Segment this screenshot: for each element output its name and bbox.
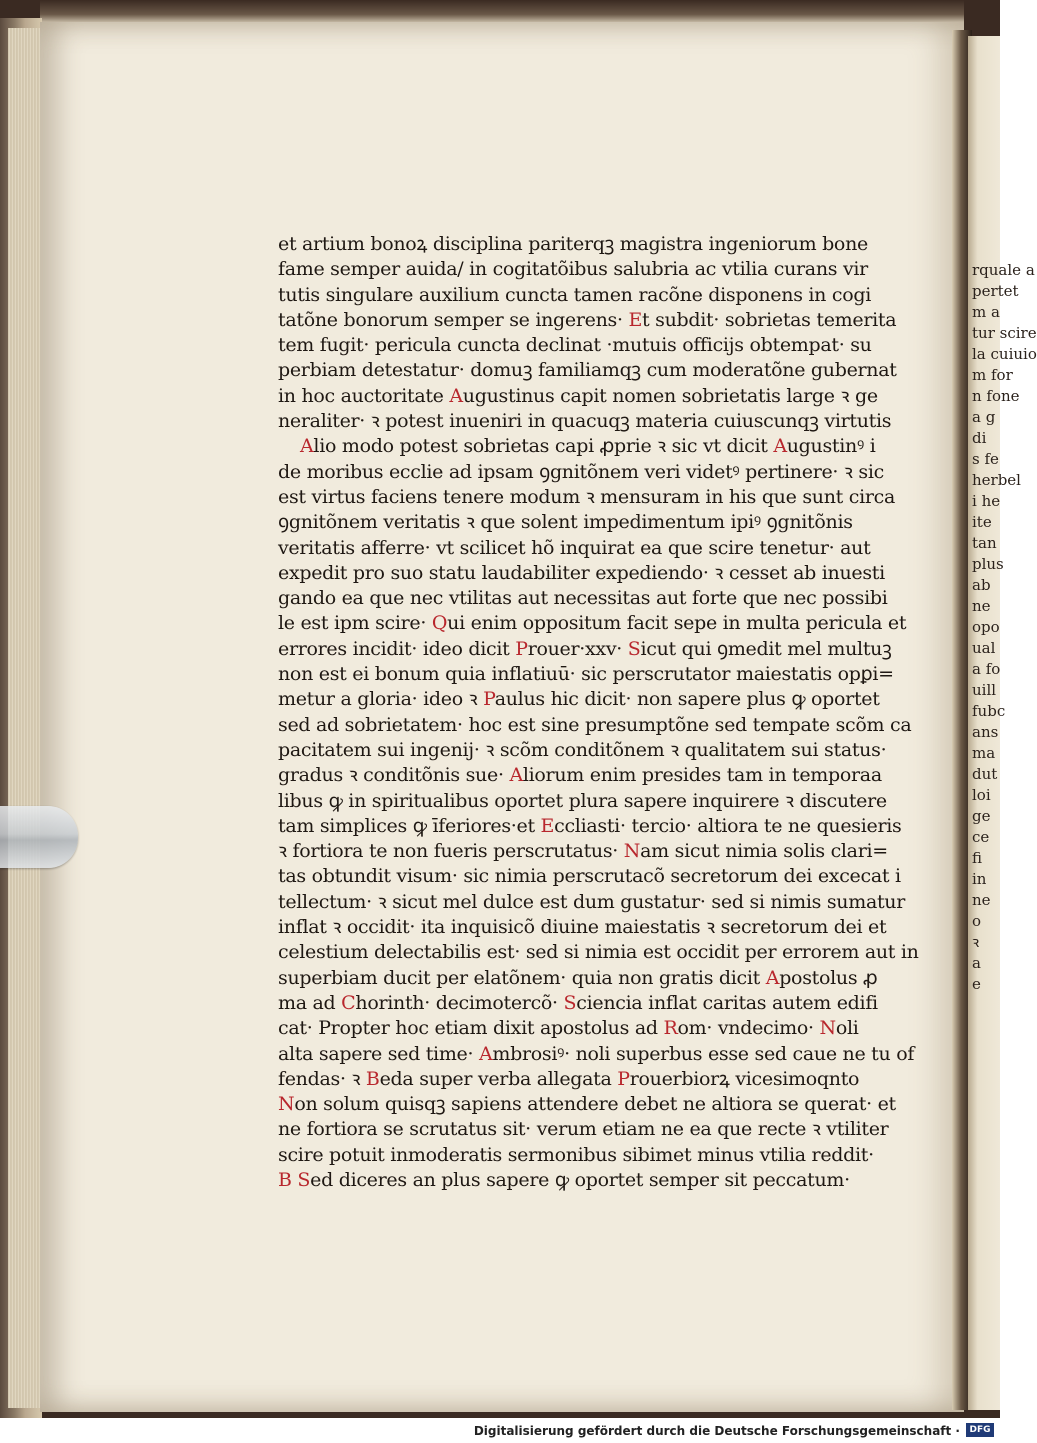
margin-fragment: m for — [972, 366, 1013, 384]
text-line: tem fugit· pericula cuncta declinat ·mutuis officijs obtempat· su — [278, 334, 872, 357]
rubricated-initial: S — [563, 991, 577, 1014]
text-line: gando ea que nec vtilitas aut necessitas aut forte que nec possibi — [278, 587, 888, 610]
margin-fragment: i he — [972, 492, 1001, 510]
text-line: inflat ꝛ occidit· ita inquisicõ diuine maiestatis ꝛ secretorum dei et — [278, 916, 887, 939]
rubricated-initial: N — [819, 1017, 836, 1040]
text-line: veritatis afferre· vt scilicet hõ inquirat ea que scire tenetur· aut — [278, 536, 871, 559]
margin-fragment: s fe — [972, 450, 999, 468]
text-line: celestium delectabilis est· sed si nimia est occidit per errorem aut in — [278, 941, 919, 964]
margin-fragment: plus — [972, 555, 1004, 573]
text-line: perbiam detestatur· domuꝫ familiamqꝫ cum moderatõne gubernat — [278, 359, 897, 382]
rubricated-initial: E — [628, 308, 643, 331]
page-clip-holder — [0, 806, 78, 868]
margin-fragment: fi — [972, 849, 983, 867]
text-line: ꝛ fortiora te non fueris perscrutatus· Nam sicut nimia solis clari= — [278, 840, 888, 863]
rubricated-initial: Q — [431, 612, 448, 635]
margin-fragment: e — [972, 975, 981, 993]
margin-fragment: tur scire — [972, 324, 1037, 342]
text-line: neraliter· ꝛ potest inueniri in quacuqꝫ materia cuiuscunqꝫ virtutis — [278, 410, 892, 433]
text-line: de moribus ecclie ad ipsam ꝯgnitõnem veri videtꝰ pertinere· ꝛ sic — [278, 460, 884, 483]
margin-fragment: pertet — [972, 282, 1019, 300]
text-line: tam simplices ꝙ īferiores·et Eccliasti· tercio· altiora te ne quesieris — [278, 814, 902, 837]
margin-fragment: ne — [972, 597, 991, 615]
margin-fragment: opo — [972, 618, 1000, 636]
text-line: tutis singulare auxilium cuncta tamen racõne disponens in cogi — [278, 283, 871, 306]
rubricated-initial: A — [449, 384, 463, 407]
text-line: ꝯgnitõnem veritatis ꝛ que solent impedimentum ipiꝰ ꝯgnitõnis — [278, 511, 853, 534]
rubricated-initial: R — [663, 1017, 678, 1040]
margin-fragment: ans — [972, 723, 999, 741]
rubricated-initial: E — [540, 814, 555, 837]
text-line: cat· Propter hoc etiam dixit apostolus ad Rom· vndecimo· Noli — [278, 1017, 859, 1040]
margin-fragment: herbel — [972, 471, 1021, 489]
margin-fragment: la cuiuio — [972, 345, 1037, 363]
rubricated-initial: A — [765, 966, 780, 989]
margin-fragment: uill — [972, 681, 997, 699]
margin-fragment: ab — [972, 576, 991, 594]
margin-fragment: ꝛ — [972, 933, 980, 951]
margin-fragment: dut — [972, 765, 998, 783]
margin-fragment: ma — [972, 744, 996, 762]
right-page-margin-text — [972, 260, 1037, 1160]
text-line: tas obtundit visum· sic nimia perscrutacõ secretorum dei excecat i — [278, 865, 901, 888]
margin-fragment: m a — [972, 303, 1000, 321]
margin-fragment: ge — [972, 807, 991, 825]
rubricated-initial: P — [515, 637, 528, 660]
incunabula-text-block — [278, 232, 918, 1193]
dfg-logo: DFG — [966, 1423, 994, 1437]
rubricated-initial: B — [365, 1067, 380, 1090]
text-line: et artium bonoꝝ disciplina pariterqꝫ magistra ingeniorum bone — [278, 233, 868, 255]
text-line: Non solum quisqꝫ sapiens attendere debet ne altiora se querat· et — [278, 1093, 896, 1116]
margin-fragment: n fone — [972, 387, 1020, 405]
margin-fragment: a fo — [972, 660, 1001, 678]
margin-fragment: ite — [972, 513, 992, 531]
text-line: gradus ꝛ conditõnis sue· Aliorum enim presides tam in temporaa — [278, 764, 882, 787]
text-line: pacitatem sui ingenij· ꝛ scõm conditõnem ꝛ qualitatem sui status· — [278, 738, 887, 761]
text-line: Alio modo potest sobrietas capi ꝓprie ꝛ sic vt dicit Augustinꝰ i — [300, 435, 876, 458]
rubricated-initial: P — [617, 1067, 630, 1090]
rubricated-initial: S — [297, 1168, 311, 1191]
margin-fragment: in — [972, 870, 987, 888]
text-line: tatõne bonorum semper se ingerens· Et subdit· sobrietas temerita — [278, 308, 897, 331]
text-line: tellectum· ꝛ sicut mel dulce est dum gustatur· sed si nimis sumatur — [278, 890, 906, 913]
margin-fragment: di — [972, 429, 987, 447]
text-line: est virtus faciens tenere modum ꝛ mensuram in his que sunt circa — [278, 485, 896, 508]
text-line: ma ad Chorinth· decimotercõ· Sciencia inflat caritas autem edifi — [278, 991, 878, 1014]
text-line: scire potuit inmoderatis sermonibus sibimet minus vtilia reddit· — [278, 1143, 874, 1166]
text-line: fendas· ꝛ Beda super verba allegata Prouerbiorꝝ vicesimoqnto — [278, 1067, 860, 1090]
text-line: sed ad sobrietatem· hoc est sine presumptõne sed tempate scõm ca — [278, 713, 912, 736]
margin-fragment: ce — [972, 828, 990, 846]
margin-fragment: ne — [972, 891, 991, 909]
text-line: non est ei bonum quia inflatiuū· sic perscrutator maiestatis opꝑi= — [278, 663, 894, 686]
text-line: libus ꝙ in spiritualibus oportet plura sapere inquirere ꝛ discutere — [278, 789, 887, 812]
margin-fragment: fubc — [972, 702, 1006, 720]
text-line: expedit pro suo statu laudabiliter expediendo· ꝛ cesset ab inuesti — [278, 561, 885, 584]
margin-fragment: o — [972, 912, 982, 930]
rubricated-initial: A — [509, 764, 523, 787]
margin-fragment: ual — [972, 639, 996, 657]
rubricated-initial: A — [773, 435, 787, 458]
margin-fragment: tan — [972, 534, 997, 552]
text-line: alta sapere sed time· Ambrosiꝰ· noli superbus esse sed caue ne tu of — [278, 1042, 915, 1065]
rubricated-initial: B — [278, 1168, 292, 1191]
text-line: superbiam ducit per elatõnem· quia non gratis dicit Apostolus ꝓ — [278, 966, 878, 989]
margin-fragment: a g — [972, 408, 996, 426]
margin-fragment: rquale a — [972, 261, 1035, 279]
text-line: fame semper auida/ in cogitatõibus salubria ac vtilia curans vir — [278, 258, 868, 281]
text-line: metur a gloria· ideo ꝛ Paulus hic dicit· non sapere plus ꝙ oportet — [278, 688, 880, 711]
text-line: ne fortiora se scrutatus sit· verum etiam ne ea que recte ꝛ vtiliter — [278, 1118, 889, 1141]
text-line: le est ipm scire· Qui enim oppositum facit sepe in multa pericula et — [278, 612, 907, 635]
funding-credit: Digitalisierung gefördert durch die Deutsche Forschungsgemeinschaft · — [473, 1424, 960, 1438]
rubricated-initial: A — [300, 435, 314, 458]
text-line: B Sed diceres an plus sapere ꝙ oportet semper sit peccatum· — [278, 1168, 850, 1191]
text-line: errores incidit· ideo dicit Prouer·xxv· Sicut qui ꝯmedit mel multuꝫ — [278, 637, 892, 660]
page-top-edge — [40, 0, 964, 24]
rubricated-initial: C — [341, 991, 356, 1014]
margin-fragment: loi — [972, 786, 991, 804]
margin-fragment: a — [972, 954, 981, 972]
text-line: in hoc auctoritate Augustinus capit nomen sobrietatis large ꝛ ge — [278, 384, 878, 407]
rubricated-initial: S — [627, 637, 641, 660]
rubricated-initial: P — [483, 688, 495, 711]
rubricated-initial: A — [478, 1042, 493, 1065]
rubricated-initial: N — [278, 1093, 295, 1116]
rubricated-initial: N — [623, 840, 641, 863]
footer-bar — [0, 1418, 1000, 1443]
